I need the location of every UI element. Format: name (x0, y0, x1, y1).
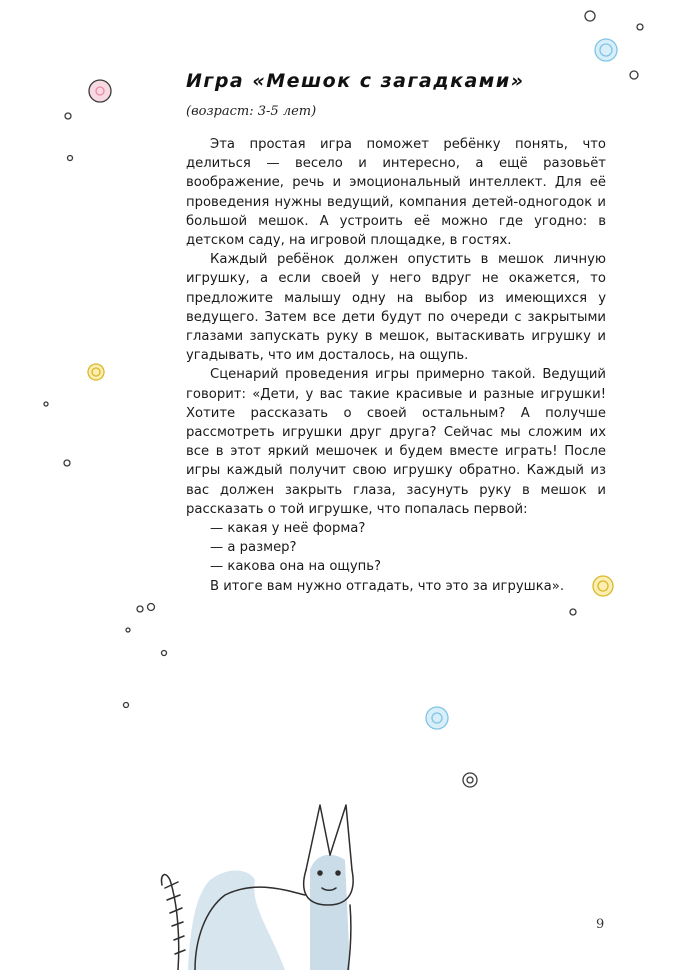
bubble-icon (64, 460, 70, 466)
paragraph: Сценарий проведения игры примерно такой. Ведущий говорит: «Дети, у вас такие красивые и разные игрушки! Хотите рассказать о своей остальным? А получше рассмотреть игрушки друг друга? Сейчас мы сложим их все в этот яркий мешочек и будем вместе играть! После игры каждый получит свою игрушку обратно. Каждый из вас должен закрыть глаза, засунуть руку в мешок и рассказать о той игрушке, что попалась первой: (186, 367, 606, 517)
bubble-icon (585, 11, 595, 21)
bubble-icon (432, 713, 442, 723)
page-title: Игра «Мешок с загадками» (186, 70, 525, 92)
age-note: (возраст: 3-5 лет) (186, 104, 317, 119)
question-line: — какова она на ощупь? (210, 559, 382, 575)
bubble-icon (630, 71, 638, 79)
closing-line: В итоге вам нужно отгадать, что это за игрушка». (210, 578, 565, 594)
bubble-icon (65, 113, 71, 119)
bubble-icon (162, 651, 167, 656)
bubble-icon (637, 24, 643, 30)
article-body (186, 135, 606, 596)
bubble-icon (570, 609, 576, 615)
bubble-icon (600, 44, 612, 56)
bubble-icon (463, 773, 477, 787)
page-number: 9 (596, 917, 605, 932)
bubble-icon (44, 402, 48, 406)
bubble-icon (68, 156, 73, 161)
question-line: — какая у неё форма? (210, 521, 366, 537)
bubble-icon (88, 364, 104, 380)
bubble-icon (467, 777, 473, 783)
bubble-icon (92, 368, 100, 376)
bubble-icon (96, 87, 104, 95)
bubble-icon (148, 604, 155, 611)
bubble-icon (595, 39, 617, 61)
bubble-icon (137, 606, 143, 612)
bubble-icon (426, 707, 448, 729)
paragraph: Каждый ребёнок должен опустить в мешок личную игрушку, а если своей у него вдруг не окажется, то предложите малышу одну на выбор из имеющихся у ведущего. Затем все дети будут по очереди с закрытыми глазами запускать руку в мешок, вытаскивать игрушку и угадывать, что им досталось, на ощупь. (186, 252, 606, 364)
bubble-icon (126, 628, 130, 632)
question-line: — а размер? (210, 540, 297, 556)
bubble-icon (89, 80, 111, 102)
paragraph: Эта простая игра поможет ребёнку понять, что делиться — весело и интересно, а ещё разовьёт воображение, речь и эмоциональный интеллект. Для её проведения нужны ведущий, компания детей-одногодок и большой мешок. А устроить её можно где угодно: в детском саду, на игровой площадке, в гостях. (186, 137, 606, 249)
bubble-icon (124, 703, 129, 708)
cat-illustration (162, 805, 354, 970)
